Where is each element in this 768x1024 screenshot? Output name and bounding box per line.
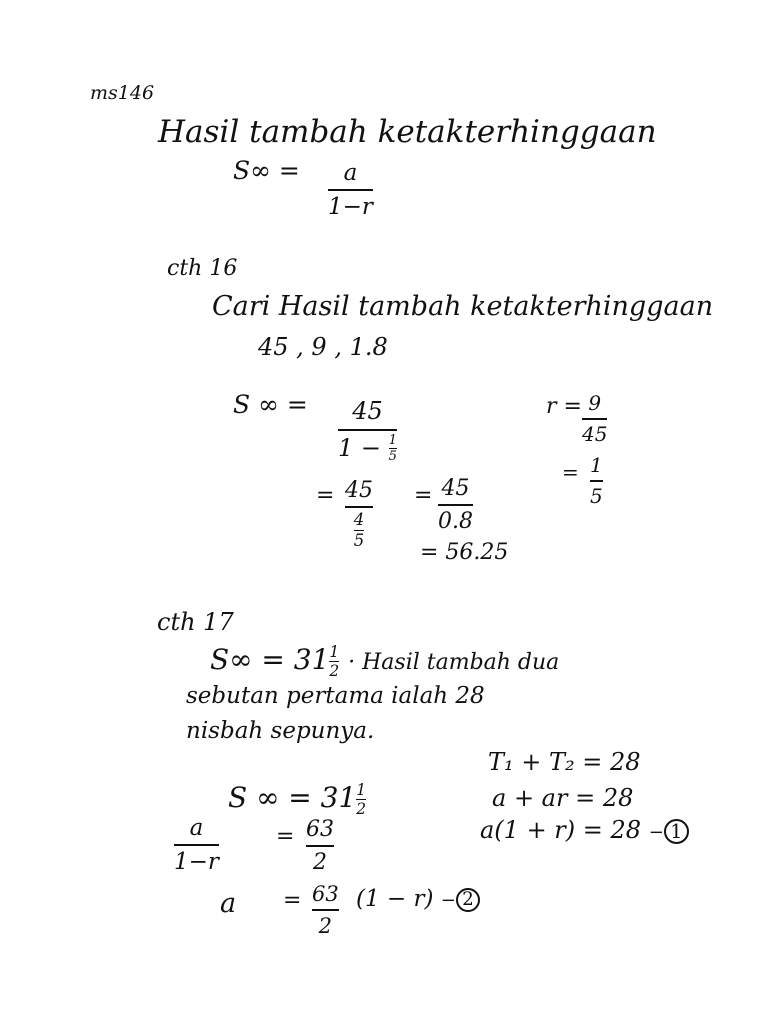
fraction-bar xyxy=(306,845,334,847)
example-17-line-2: sebutan pertama ialah 28 xyxy=(186,683,485,709)
ex16-fraction-2 xyxy=(345,478,373,549)
ex16-f2-denominator xyxy=(354,511,365,549)
ex17-a-eq: = xyxy=(283,888,302,913)
g-denominator: 1−r xyxy=(174,849,219,876)
ex16-eq-1: = xyxy=(316,483,335,508)
fraction-bar xyxy=(312,909,339,911)
r2-denominator: 5 xyxy=(590,484,603,508)
r-numerator: 9 xyxy=(588,391,602,415)
line1-text: · Hasil tambah dua xyxy=(348,650,560,676)
ex16-sum-label: S ∞ = xyxy=(233,390,308,419)
mini-num: 4 xyxy=(353,510,365,530)
fraction-bar xyxy=(328,189,373,191)
ex17-eq-a: T₁ + T₂ = 28 xyxy=(488,748,641,776)
page-code: ms146 xyxy=(90,82,155,104)
ex17-eq-c xyxy=(480,818,689,844)
value-numerator: 63 xyxy=(306,817,334,842)
mini-num: 1 xyxy=(329,643,340,661)
ex16-f1-den-fraction xyxy=(389,434,397,465)
mini-den: 2 xyxy=(329,662,340,681)
mini-den: 2 xyxy=(356,800,367,819)
equation-tag-1: 1 xyxy=(664,819,689,844)
equation-tag-2: 2 xyxy=(456,888,480,912)
fraction-bar xyxy=(338,429,397,431)
sum-infinity-formula xyxy=(328,160,373,221)
ex16-eq-2: = xyxy=(414,483,433,508)
formula-numerator: a xyxy=(343,160,358,186)
ex17-sum-text: S ∞ = 31 xyxy=(228,781,357,815)
ex16-f1-denominator xyxy=(338,434,397,465)
ex16-f3-numerator: 45 xyxy=(441,476,470,501)
ex17-g-eq: = xyxy=(276,824,295,849)
ex16-f1-numerator: 45 xyxy=(352,397,383,425)
ex17-a-fraction xyxy=(312,882,339,938)
fraction-bar xyxy=(345,506,373,508)
ex16-r-label: r = xyxy=(546,394,582,419)
fraction-bar xyxy=(438,504,473,506)
a-numerator: 63 xyxy=(312,882,339,906)
ex16-f2-numerator: 45 xyxy=(345,478,373,503)
line1-sum: S∞ = 31 xyxy=(210,643,330,677)
value-denominator: 2 xyxy=(313,850,327,876)
mini-num: 1 xyxy=(388,432,398,448)
a-tail-text: (1 − r) xyxy=(356,886,434,913)
fraction-bar xyxy=(590,480,603,482)
fraction-bar xyxy=(174,844,219,846)
section-title: Hasil tambah ketakterhinggaan xyxy=(158,114,657,150)
fraction-bar xyxy=(582,418,607,420)
a-tail-dash: − xyxy=(440,890,456,912)
example-16-sequence: 45 , 9 , 1.8 xyxy=(258,333,388,361)
example-17-line-3: nisbah sepunya. xyxy=(186,718,375,744)
mini-num: 1 xyxy=(356,781,367,799)
formula-denominator: 1−r xyxy=(328,194,373,221)
ex16-fraction-3 xyxy=(438,476,473,535)
ex17-general-fraction xyxy=(174,815,219,876)
eq-c-dash: − xyxy=(648,822,664,843)
r-denominator: 45 xyxy=(582,422,608,446)
ex16-r-simplified xyxy=(590,454,603,508)
mini-den: 5 xyxy=(353,530,365,550)
ex16-r-fraction xyxy=(582,392,607,446)
example-16-question: Cari Hasil tambah ketakterhinggaan xyxy=(212,291,714,322)
example-16-label: cth 16 xyxy=(167,256,238,281)
ex16-fraction-1 xyxy=(338,398,397,464)
r2-numerator: 1 xyxy=(590,453,603,477)
eq-c-text: a(1 + r) = 28 xyxy=(480,816,642,844)
ex17-a-label: a xyxy=(220,888,237,919)
example-17-line-1 xyxy=(210,644,559,679)
ex16-f1-den-text: 1 − xyxy=(338,433,382,462)
ex17-eq-b: a + ar = 28 xyxy=(492,784,634,812)
example-17-label: cth 17 xyxy=(157,608,234,636)
ex17-sum-line xyxy=(228,782,366,817)
ex16-r-eq: = xyxy=(562,460,579,484)
ex16-f3-denominator: 0.8 xyxy=(438,509,473,535)
ex17-value-fraction xyxy=(306,817,334,876)
sum-infinity-label: S∞ = xyxy=(233,156,300,185)
a-denominator: 2 xyxy=(318,914,333,939)
ex17-sum-half xyxy=(356,782,366,817)
line1-half xyxy=(329,644,339,679)
g-numerator: a xyxy=(189,815,204,841)
mini-den: 5 xyxy=(388,449,398,465)
ex17-a-tail xyxy=(356,888,480,912)
ex16-result: = 56.25 xyxy=(420,540,509,565)
